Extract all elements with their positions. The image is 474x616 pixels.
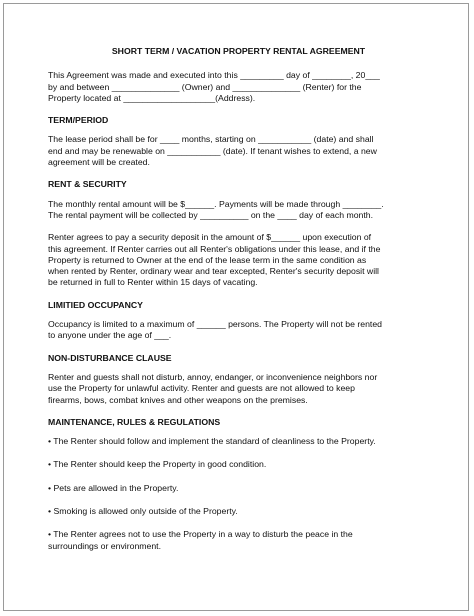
bullet-item: [48, 506, 429, 517]
bullet-line: surroundings or environment.: [48, 540, 161, 551]
intro-paragraph: [48, 70, 429, 104]
paragraph-line: Occupancy is limited to a maximum of ______ persons. The Property will not be rented: [48, 319, 382, 330]
paragraph-line: The rental payment will be collected by __________ on the ____ day of each month.: [48, 209, 374, 220]
paragraph-line: end and may be renewable on ___________ (date). If tenant wishes to extend, a new: [48, 145, 377, 156]
bullet-line: • The Renter should keep the Property in good condition.: [48, 459, 267, 470]
term-period-paragraph: [48, 134, 429, 168]
paragraph-line: to anyone under the age of ___.: [48, 330, 172, 341]
bullet-item: [48, 529, 429, 552]
paragraph-line: use the Property for unlawful activity. Renter and guests are not allowed to keep: [48, 383, 355, 394]
bullet-item: [48, 483, 429, 494]
bullet-item: [48, 436, 429, 447]
paragraph-line: The lease period shall be for ____ months, starting on ___________ (date) and shall: [48, 134, 374, 145]
section-heading-limited-occupancy: LIMITIED OCCUPANCY: [48, 299, 143, 310]
security-deposit-paragraph: [48, 232, 429, 288]
paragraph-line: Renter agrees to pay a security deposit in the amount of $______ upon execution of: [48, 232, 372, 243]
section-heading-maintenance-rules: MAINTENANCE, RULES & REGULATIONS: [48, 416, 221, 427]
section-heading-rent-security: RENT & SECURITY: [48, 179, 127, 190]
paragraph-line: The monthly rental amount will be $______. Payments will be made through ________.: [48, 198, 384, 209]
paragraph-line: when rented by Renter, ordinary wear and tear excepted, Renter's security deposit will: [48, 266, 379, 277]
paragraph-line: this agreement. If Renter carries out all Renter's obligations under this lease, and if the: [48, 243, 381, 254]
paragraph-line: be returned in full to Renter within 15 days of vacating.: [48, 277, 258, 288]
paragraph-line: firearms, bows, combat knives and other weapons on the premises.: [48, 394, 308, 405]
document-title: SHORT TERM / VACATION PROPERTY RENTAL AGREEMENT: [111, 46, 366, 56]
rent-paragraph: [48, 199, 429, 222]
occupancy-paragraph: [48, 319, 429, 342]
bullet-line: • The Renter should follow and implement the standard of cleanliness to the Property.: [48, 436, 376, 447]
non-disturbance-paragraph: [48, 372, 429, 406]
bullet-line: • Smoking is allowed only outside of the Property.: [48, 506, 238, 517]
document-content: [48, 46, 429, 564]
paragraph-line: Renter and guests shall not disturb, annoy, endanger, or inconvenience neighbors nor: [48, 371, 378, 382]
paragraph-line: agreement will be created.: [48, 157, 150, 168]
bullet-line: • Pets are allowed in the Property.: [48, 482, 179, 493]
bullet-item: [48, 459, 429, 470]
document-page: [3, 3, 469, 611]
intro-line: This Agreement was made and executed into this _________ day of ________, 20___: [48, 70, 380, 81]
section-heading-term-period: TERM/PERIOD: [48, 115, 109, 126]
bullet-line: • The Renter agrees not to use the Property in a way to disturb the peace in the: [48, 529, 353, 540]
intro-line: by and between ______________ (Owner) and ______________ (Renter) for the: [48, 81, 362, 92]
paragraph-line: Property is returned to Owner at the end of the lease term in the same condition as: [48, 254, 367, 265]
section-heading-non-disturbance: NON-DISTURBANCE CLAUSE: [48, 352, 172, 363]
intro-line: Property located at ___________________(Address).: [48, 92, 256, 103]
